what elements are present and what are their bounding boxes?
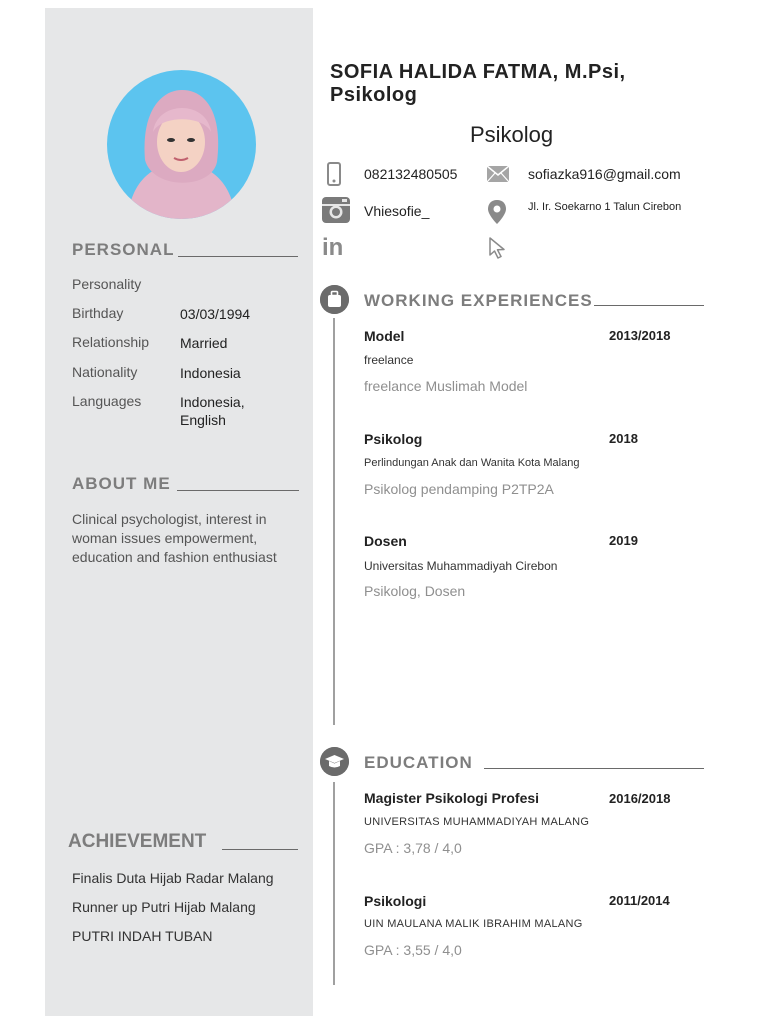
personal-value-birthday: 03/03/1994	[180, 306, 251, 322]
about-text: Clinical psychologist, interest in woman issues empowerment, education and fashion enthusiast	[72, 511, 277, 565]
personal-label-birthday: Birthday	[72, 305, 124, 321]
location-pin-icon	[488, 200, 506, 229]
experience-heading: WORKING EXPERIENCES	[364, 291, 593, 310]
experience-desc: Psikolog, Dosen	[364, 583, 466, 599]
cursor-pointer-icon	[488, 236, 508, 265]
personal-label-relationship: Relationship	[72, 334, 150, 350]
job-role-title: Psikolog	[470, 122, 554, 147]
phone-icon	[327, 162, 341, 191]
about-heading: ABOUT ME	[72, 474, 171, 493]
achievement-heading: ACHIEVEMENT	[68, 831, 207, 852]
personal-value-nationality: Indonesia	[180, 365, 241, 381]
achievement-item: Finalis Duta Hijab Radar Malang	[72, 870, 274, 886]
experience-timeline-line	[333, 318, 335, 725]
experience-desc: Psikolog pendamping P2TP2A	[364, 481, 554, 497]
education-heading: EDUCATION	[364, 753, 473, 772]
briefcase-icon	[320, 285, 349, 314]
experience-desc: freelance Muslimah Model	[364, 378, 528, 394]
instagram-icon	[322, 197, 350, 228]
education-desc: GPA : 3,78 / 4,0	[364, 840, 462, 856]
experience-rule	[594, 305, 704, 306]
email-address[interactable]: sofiazka916@gmail.com	[528, 166, 681, 182]
experience-title: Dosen	[364, 533, 407, 549]
about-rule	[177, 490, 299, 491]
achievement-rule	[222, 849, 298, 850]
education-title: Psikologi	[364, 893, 427, 909]
experience-org: Perlindungan Anak dan Wanita Kota Malang	[364, 457, 580, 469]
experience-year: 2018	[609, 431, 638, 446]
profile-photo	[107, 70, 256, 219]
graduation-cap-icon	[320, 747, 349, 776]
full-name-line1: SOFIA HALIDA FATMA, M.Psi,	[330, 61, 626, 83]
personal-label-nationality: Nationality	[72, 364, 138, 380]
personal-label-languages: Languages	[72, 393, 142, 409]
education-title: Magister Psikologi Profesi	[364, 790, 540, 806]
experience-org: Universitas Muhammadiyah Cirebon	[364, 559, 558, 573]
education-year: 2016/2018	[609, 791, 671, 806]
personal-heading: PERSONAL	[72, 240, 175, 259]
personal-rule	[178, 256, 298, 257]
email-icon	[487, 166, 509, 187]
experience-title: Model	[364, 328, 405, 344]
full-name-line2: Psikolog	[330, 84, 418, 106]
education-org: UIN MAULANA MALIK IBRAHIM MALANG	[364, 918, 583, 930]
education-rule	[484, 768, 704, 769]
education-org: UNIVERSITAS MUHAMMADIYAH MALANG	[364, 816, 590, 828]
experience-year: 2013/2018	[609, 328, 671, 343]
experience-title: Psikolog	[364, 431, 423, 447]
phone-number: 082132480505	[364, 166, 458, 182]
achievement-item: PUTRI INDAH TUBAN	[72, 928, 213, 944]
personal-label-personality: Personality	[72, 276, 142, 292]
personal-value-languages: Indonesia, English	[180, 394, 245, 428]
linkedin-icon[interactable]: in	[322, 234, 344, 261]
achievement-item: Runner up Putri Hijab Malang	[72, 899, 256, 915]
personal-value-relationship: Married	[180, 335, 228, 351]
experience-year: 2019	[609, 533, 638, 548]
education-desc: GPA : 3,55 / 4,0	[364, 942, 462, 958]
experience-org: freelance	[364, 353, 414, 367]
address-text: Jl. Ir. Soekarno 1 Talun Cirebon	[528, 201, 682, 213]
education-timeline-line	[333, 782, 335, 985]
instagram-handle[interactable]: Vhiesofie_	[364, 203, 430, 219]
education-year: 2011/2014	[609, 893, 670, 908]
